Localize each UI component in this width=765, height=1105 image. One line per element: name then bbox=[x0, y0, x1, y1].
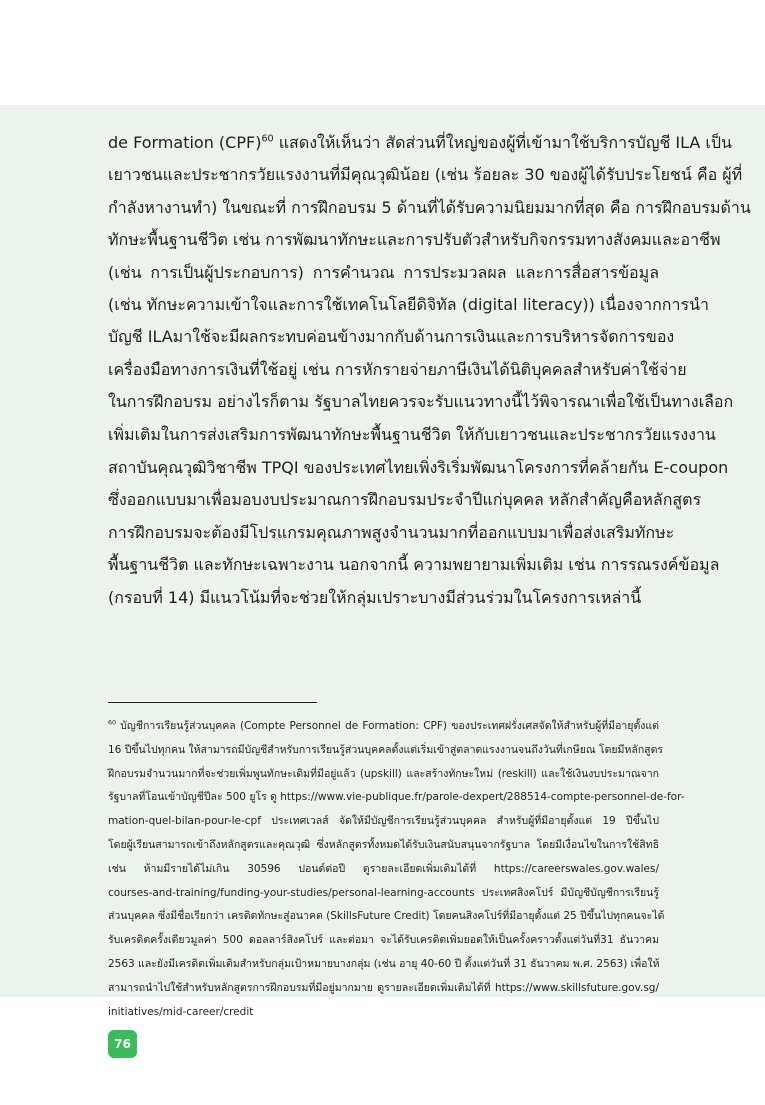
footnote-line: โดยผู้เรียนสามารถเข้าถึงหลักสูตรและคุณวุฒิ ซึ่งหลักสูตรทั้งหมดได้รับเงินสนับสนุนจากรัฐบาล โดยมีเงื่อนไขในการใช้สิทธิ bbox=[108, 838, 659, 851]
text-line: การฝึกอบรมจะต้องมีโปรแกรมคุณภาพสูงจำนวนมากที่ออกแบบมาเพื่อส่งเสริมทักษะ bbox=[108, 522, 675, 542]
text-span: de Formation (CPF) bbox=[108, 133, 262, 152]
text-line: กำลังหางานทำ) ในขณะที่ การฝึกอบรม 5 ด้านที่ได้รับความนิยมมากที่สุด คือ การฝึกอบรมด้าน bbox=[108, 197, 751, 217]
footnote-line: สามารถนำไปใช้สำหรับหลักสูตรการฝึกอบรมที่มีอยู่มากมาย ดูรายละเอียดเพิ่มเติมได้ที่ https://www.skillsfuture.gov.sg/ bbox=[108, 981, 659, 994]
text-line: พื้นฐานชีวิต และทักษะเฉพาะงาน นอกจากนี้ ความพยายามเพิ่มเติม เช่น การรณรงค์ข้อมูล bbox=[108, 555, 720, 575]
text-span: แสดงให้เห็นว่า สัดส่วนที่ใหญ่ของผู้ที่เข้ามาใช้บริการบัญชี ILA เป็น bbox=[273, 133, 732, 152]
text-line: (กรอบที่ 14) มีแนวโน้มที่จะช่วยให้กลุ่มเปราะบางมีส่วนร่วมในโครงการเหล่านี้ bbox=[108, 587, 642, 607]
footnote-line: เช่น ห้ามมีรายได้ไม่เกิน 30596 ปอนด์ต่อปี ดูรายละเอียดเพิ่มเติมได้ที่ https://careerswales.gov.wales/ bbox=[108, 862, 659, 875]
footnote-line: initiatives/mid-career/credit bbox=[108, 1005, 254, 1018]
footnote bbox=[108, 715, 685, 1024]
footnote-line: รัฐบาลที่โอนเข้าบัญชีปีละ 500 ยูโร ดู https://www.vie-publique.fr/parole-dexpert/288514-compte-personnel-de-for- bbox=[108, 791, 685, 804]
text-line: (เช่น ทักษะความเข้าใจและการใช้เทคโนโลยีดิจิทัล (digital literacy)) เนื่องจากการนำ bbox=[108, 294, 709, 314]
footnote-line: รับเครดิตครั้งเดียวมูลค่า 500 ดอลลาร์สิงคโปร์ และต่อมา จะได้รับเครดิตเพิ่มยอดให้เป็นครั้งคราวตั้งแต่วันที่31 ธันวาคม bbox=[108, 934, 659, 947]
page-number-badge: 76 bbox=[108, 1030, 137, 1058]
text-line: ในการฝึกอบรม อย่างไรก็ตาม รัฐบาลไทยควรจะรับแนวทางนี้ไว้พิจารณาเพื่อใช้เป็นทางเลือก bbox=[108, 392, 734, 412]
footnote-reference[interactable]: 60 bbox=[261, 133, 274, 145]
text-line bbox=[108, 127, 732, 159]
text-line: (เช่น การเป็นผู้ประกอบการ) การคำนวณ การประมวลผล และการสื่อสารข้อมูล bbox=[108, 262, 659, 282]
text-line: เครื่องมือทางการเงินที่ใช้อยู่ เช่น การหักรายจ่ายภาษีเงินได้นิติบุคคลสำหรับค่าใช้จ่าย bbox=[108, 359, 687, 379]
body-paragraph-2 bbox=[108, 452, 729, 614]
footnote-divider bbox=[108, 702, 317, 703]
footnote-line: ส่วนบุคคล ซึ่งมีชื่อเรียกว่า เครดิตทักษะสู่อนาคต (SkillsFuture Credit) โดยคนสิงคโปร์ที่มีอายุตั้งแต่ 25 ปีขึ้นไปทุกคนจะได้ bbox=[108, 910, 665, 923]
footnote-line: mation-quel-bilan-pour-le-cpf ประเทศเวลส์ จัดให้มีบัญชีการเรียนรู้ส่วนบุคคล สำหรับผู้ที่มีอายุตั้งแต่ 19 ปีขึ้นไป bbox=[108, 815, 659, 828]
footnote-line: 16 ปีขึ้นไปทุกคน ให้สามารถมีบัญชีสำหรับการเรียนรู้ส่วนบุคคลตั้งแต่เริ่มเข้าสู่ตลาดแรงงานจนถึงวันที่เกษียณ โดยมีหลักสูตร bbox=[108, 743, 664, 756]
text-line: เพิ่มเติมในการส่งเสริมการพัฒนาทักษะพื้นฐานชีวิต ให้กับเยาวชนและประชากรวัยแรงงาน bbox=[108, 424, 716, 444]
text-line: ทักษะพื้นฐานชีวิต เช่น การพัฒนาทักษะและการปรับตัวสำหรับกิจกรรมทางสังคมและอาชีพ bbox=[108, 230, 721, 250]
text-line: บัญชี ILAมาใช้จะมีผลกระทบค่อนข้างมากกับด้านการเงินและการบริหารจัดการของ bbox=[108, 327, 675, 347]
footnote-line: courses-and-training/funding-your-studies/personal-learning-accounts ประเทศสิงคโปร์ มีบัญชีบัญชีการเรียนรู้ bbox=[108, 886, 659, 899]
footnote-line: 2563 และยังมีเครดิตเพิ่มเติมสำหรับกลุ่มเป้าหมายบางกลุ่ม (เช่น อายุ 40-60 ปี ตั้งแต่วันที่ 31 ธันวาคม พ.ศ. 2563) เพื่อให้ bbox=[108, 957, 660, 970]
body-paragraph-1 bbox=[108, 127, 751, 451]
footnote-number: 60 bbox=[108, 719, 117, 727]
text-line: สถาบันคุณวุฒิวิชาชีพ TPQI ของประเทศไทยเพิ่งริเริ่มพัฒนาโครงการที่คล้ายกัน E-coupon bbox=[108, 458, 729, 477]
text-span: บัญชีการเรียนรู้ส่วนบุคคล (Compte Personnel de Formation: CPF) ของประเทศฝรั่งเศสจัดให้สำหรับผู้ที่มีอายุตั้งแต่ bbox=[116, 720, 659, 732]
text-line: ซึ่งออกแบบมาเพื่อมอบงบประมาณการฝึกอบรมประจำปีแก่บุคคล หลักสำคัญคือหลักสูตร bbox=[108, 490, 702, 510]
footnote-line bbox=[108, 715, 659, 739]
text-line: เยาวชนและประชากรวัยแรงงานที่มีคุณวุฒิน้อย (เช่น ร้อยละ 30 ของผู้ได้รับประโยชน์ คือ ผู้ที่ bbox=[108, 165, 743, 185]
footnote-line: ฝึกอบรมจำนวนมากที่จะช่วยเพิ่มพูนทักษะเดิมที่มีอยู่แล้ว (upskill) และสร้างทักษะใหม่ (reskill) และใช้เงินงบประมาณจาก bbox=[108, 767, 659, 780]
